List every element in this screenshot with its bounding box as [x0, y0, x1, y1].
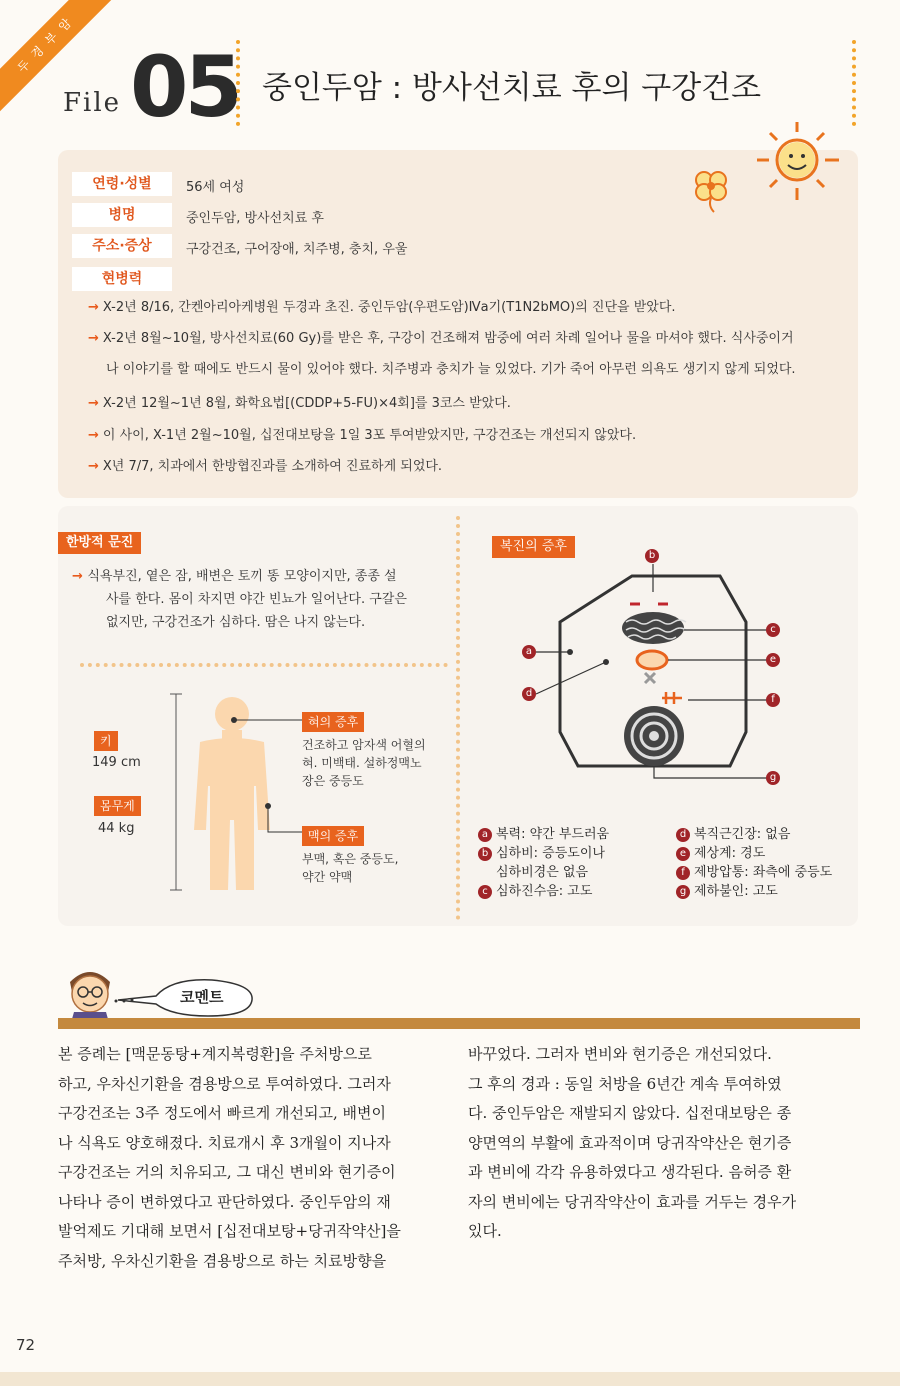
arrow-icon: →	[88, 396, 99, 411]
history-item: → X-2년 8월~10월, 방사선치료(60 Gy)를 받은 후, 구강이 건조해져 밤중에 여러 차례 일어나 물을 마셔야 했다. 식사중이거	[88, 331, 794, 346]
divider-dots-right	[852, 40, 856, 126]
section-divider	[80, 663, 448, 667]
flower-icon	[690, 166, 734, 214]
value-age-sex: 56세 여성	[186, 180, 245, 195]
height-tag: 키	[94, 731, 118, 751]
legend-item-continued: 심하비경은 없음	[496, 865, 589, 880]
arrow-icon: →	[88, 331, 99, 346]
label-present-illness: 현병력	[72, 267, 172, 291]
page-number: 72	[16, 1336, 36, 1354]
marker-b: b	[645, 549, 659, 563]
tongue-text: 건조하고 암자색 어혈의 혀. 미백태. 설하정맥노 장은 중등도	[302, 738, 426, 788]
weight-value: 44 kg	[98, 821, 135, 836]
tongue-tag: 혀의 증후	[302, 712, 364, 732]
legend-item: g 제하불인: 고도	[676, 880, 778, 899]
history-item: → X년 7/7, 치과에서 한방협진과를 소개하여 진료하게 되었다.	[88, 459, 443, 474]
category-ribbon-label: 두 경 부 암	[0, 0, 116, 116]
sun-icon	[742, 118, 852, 208]
arrow-icon: →	[88, 459, 99, 474]
pulse-tag: 맥의 증후	[302, 826, 364, 846]
inquiry-line: → 식욕부진, 옅은 잠, 배변은 토끼 똥 모양이지만, 종종 설	[72, 569, 397, 584]
value-diagnosis: 중인두암, 방사선치료 후	[186, 211, 324, 226]
marker-g: g	[766, 771, 780, 785]
comment-right-column: 바꾸었다. 그러자 변비와 현기증은 개선되었다. 그 후의 경과 : 동일 처방을 6년간 계속 투여하였 다. 중인두암은 재발되지 않았다. 십전대보탕은 종 양면역의 부활에 효과적이며 당귀작약산은 현기증 과 변비에 각각 유용하였다고 생각된다. 음허증 환 자의 변비에는 당귀작약산이 효과를 거두는 경우가 있다.	[468, 1045, 797, 1240]
arrow-icon: →	[88, 428, 99, 443]
label-chief-complaint: 주소·증상	[72, 234, 172, 258]
file-word: File	[63, 88, 122, 118]
comment-bar	[58, 1018, 860, 1029]
history-item: → X-2년 12월~1년 8월, 화학요법[(CDDP+5-FU)×4회]를 3코스 받았다.	[88, 396, 511, 411]
legend-item: f 제방압통: 좌측에 중등도	[676, 861, 832, 880]
comment-title: 코멘트	[180, 988, 224, 1006]
legend-item: e 제상계: 경도	[676, 842, 765, 861]
value-chief-complaint: 구강건조, 구어장애, 치주병, 충치, 우울	[186, 242, 408, 257]
marker-c: c	[766, 623, 780, 637]
divider-dots	[236, 40, 240, 126]
height-value: 149 cm	[92, 755, 141, 770]
inquiry-line: 사를 한다. 몸이 차지면 야간 빈뇨가 일어난다. 구갈은	[106, 592, 407, 607]
file-number: 05	[130, 38, 239, 136]
abdomen-diagram	[512, 540, 792, 790]
footer-bar	[0, 1372, 900, 1386]
history-item: → 이 사이, X-1년 2월~10월, 십전대보탕을 1일 3포 투여받았지만, 구강건조는 개선되지 않았다.	[88, 428, 637, 443]
inquiry-tag: 한방적 문진	[58, 532, 141, 554]
label-age-sex: 연령·성별	[72, 172, 172, 196]
callout-lines	[228, 710, 308, 840]
abdomen-tag: 복진의 증후	[492, 536, 575, 558]
marker-f: f	[766, 693, 780, 707]
legend-item: d 복직근긴장: 없음	[676, 823, 790, 842]
legend-item: c 심하진수음: 고도	[478, 880, 592, 899]
comment-left-column: 본 증례는 [맥문동탕+계지복령환]을 주처방으로 하고, 우차신기환을 겸용방으로 투여하였다. 그러자 구강건조는 3주 정도에서 빠르게 개선되고, 배변이 나 식욕도 양호해졌다. 치료개시 후 3개월이 지나자 구강건조는 거의 치유되고, 그 대신 변비와 현기증이 나타나 증이 변하였다고 판단하였다. 중인두암의 재 발억제도 기대해 보면서 [십전대보탕+당귀작약산]을 주처방, 우차신기환을 겸용방으로 하는 치료방향을	[58, 1045, 401, 1270]
arrow-icon: →	[72, 569, 88, 584]
history-item-continued: 나 이야기를 할 때에도 반드시 물이 있어야 했다. 치주병과 충치가 늘 있었다. 기가 죽어 아무런 의욕도 생기지 않게 되었다.	[106, 362, 796, 377]
history-item: → X-2년 8/16, 간켄아리아케병원 두경과 초진. 중인두암(우편도암)Ⅳa기(T1N2bMO)의 진단을 받았다.	[88, 300, 676, 315]
marker-d: d	[522, 687, 536, 701]
marker-e: e	[766, 653, 780, 667]
column-divider	[456, 516, 460, 920]
label-diagnosis: 병명	[72, 203, 172, 227]
arrow-icon: →	[88, 300, 99, 315]
weight-tag: 몸무게	[94, 796, 141, 816]
page-title: 중인두암 : 방사선치료 후의 구강건조	[262, 70, 762, 106]
marker-a: a	[522, 645, 536, 659]
legend-item: a 복력: 약간 부드러움	[478, 823, 609, 842]
pulse-text: 부맥, 혹은 중등도, 약간 약맥	[302, 852, 399, 884]
legend-item: b 심하비: 증등도이나	[478, 842, 605, 861]
inquiry-line: 없지만, 구강건조가 심하다. 땀은 나지 않는다.	[106, 615, 366, 630]
